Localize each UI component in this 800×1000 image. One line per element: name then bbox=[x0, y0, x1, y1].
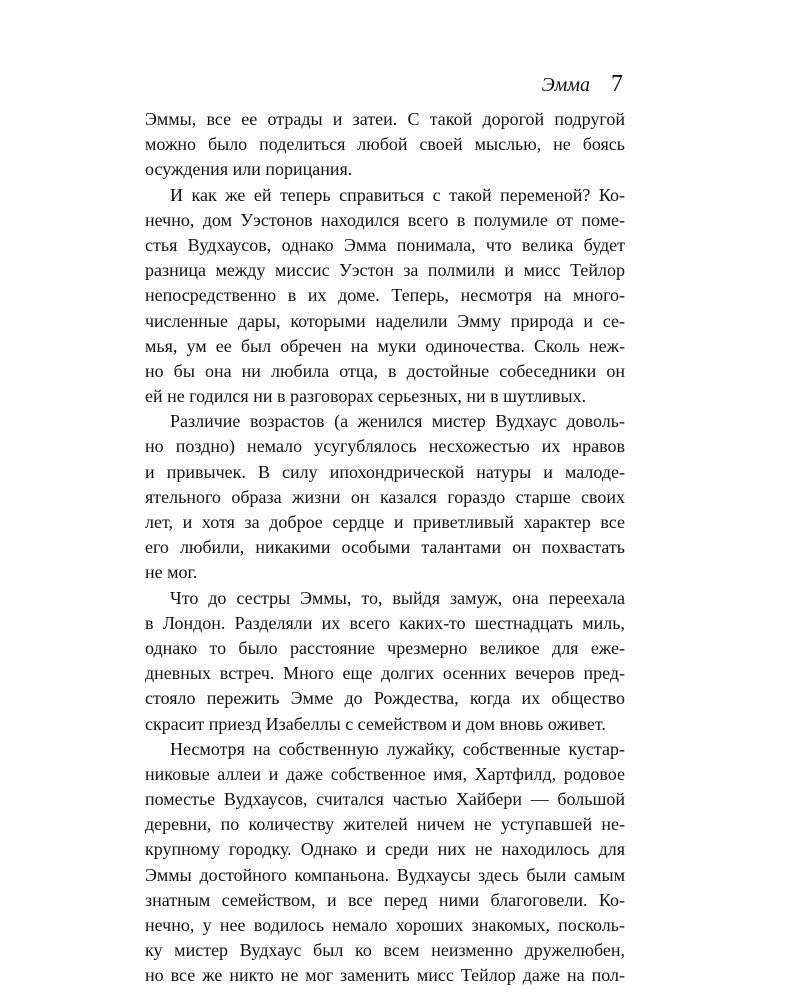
body-text bbox=[145, 107, 625, 989]
text-line: ей не годился ни в разговорах серьезных, ни в шутливых. bbox=[145, 386, 587, 407]
text-line: но поздно) немало усугублялось несхожестью их нравов bbox=[145, 436, 625, 457]
text-line: численные дары, которыми наделили Эмму природа и се- bbox=[145, 310, 625, 331]
text-line: скрасит приезд Изабеллы с семейством и дом вновь оживет. bbox=[145, 713, 606, 734]
text-line: никовые аллеи и даже собственное имя, Хартфилд, родовое bbox=[145, 763, 625, 784]
text-line: деревни, по количеству жителей ничем не уступавшей не- bbox=[145, 814, 625, 835]
page-number: 7 bbox=[611, 71, 623, 97]
text-line: поместье Вудхаусов, считался частью Хайбери — большой bbox=[145, 789, 625, 810]
text-line: крупному городку. Однако и среди них не находилось для bbox=[145, 839, 625, 860]
text-line: непосредственно в их доме. Теперь, несмотря на много- bbox=[145, 285, 625, 306]
text-line: разница между миссис Уэстон за полмили и мисс Тейлор bbox=[145, 260, 625, 281]
text-line: Несмотря на собственную лужайку, собственные кустар- bbox=[170, 738, 625, 759]
text-line: стья Вудхаусов, однако Эмма понимала, что велика будет bbox=[145, 234, 625, 255]
text-line: осуждения или порицания. bbox=[145, 159, 353, 180]
text-line: мья, ум ее был обречен на муки одиночества. Сколь неж- bbox=[145, 335, 625, 356]
text-line: нечно, у нее водилось немало хороших знакомых, посколь- bbox=[145, 915, 625, 935]
text-line: стояло пережить Эмме до Рождества, когда их общество bbox=[145, 688, 625, 709]
text-line: нечно, дом Уэстонов находился всего в полумиле от поме- bbox=[145, 209, 625, 230]
text-line: но бы она ни любила отца, в достойные собеседники он bbox=[145, 360, 625, 381]
text-line: в Лондон. Разделяли их всего каких-то шестнадцать миль, bbox=[145, 612, 625, 633]
running-head bbox=[541, 71, 623, 97]
text-line: дневных встреч. Много еще долгих осенних вечеров пред- bbox=[145, 663, 625, 684]
text-line: ятельного образа жизни он казался гораздо старше своих bbox=[145, 486, 625, 507]
text-line: не мог. bbox=[145, 562, 198, 583]
text-line: И как же ей теперь справиться с такой переменой? Ко- bbox=[170, 184, 625, 205]
text-line: Эммы, все ее отрады и затеи. С такой дорогой подругой bbox=[145, 109, 625, 129]
text-line: Различие возрастов (а женился мистер Вудхаус доволь- bbox=[170, 411, 625, 432]
text-line: его любили, никакими особыми талантами он похвастать bbox=[145, 537, 625, 558]
running-head-title: Эмма bbox=[541, 74, 590, 96]
text-line: Эммы достойного компаньона. Вудхаусы здесь были самым bbox=[145, 864, 625, 885]
text-line: можно было поделиться любой своей мыслью, не боясь bbox=[145, 134, 625, 155]
text-line: Что до сестры Эммы, то, выйдя замуж, она переехала bbox=[170, 587, 625, 608]
text-line: лет, и хотя за доброе сердце и приветливый характер все bbox=[145, 512, 625, 532]
text-line: ку мистер Вудхаус был ко всем неизменно дружелюбен, bbox=[145, 940, 625, 961]
text-line: знатным семейством, и все перед ними благоговели. Ко- bbox=[145, 889, 625, 910]
text-line: но все же никто не мог заменить мисс Тейлор даже на пол- bbox=[145, 965, 625, 986]
text-line: однако то было расстояние чрезмерно великое для еже- bbox=[145, 637, 625, 658]
text-line: и привычек. В силу ипохондрической натуры и малоде- bbox=[145, 461, 625, 482]
